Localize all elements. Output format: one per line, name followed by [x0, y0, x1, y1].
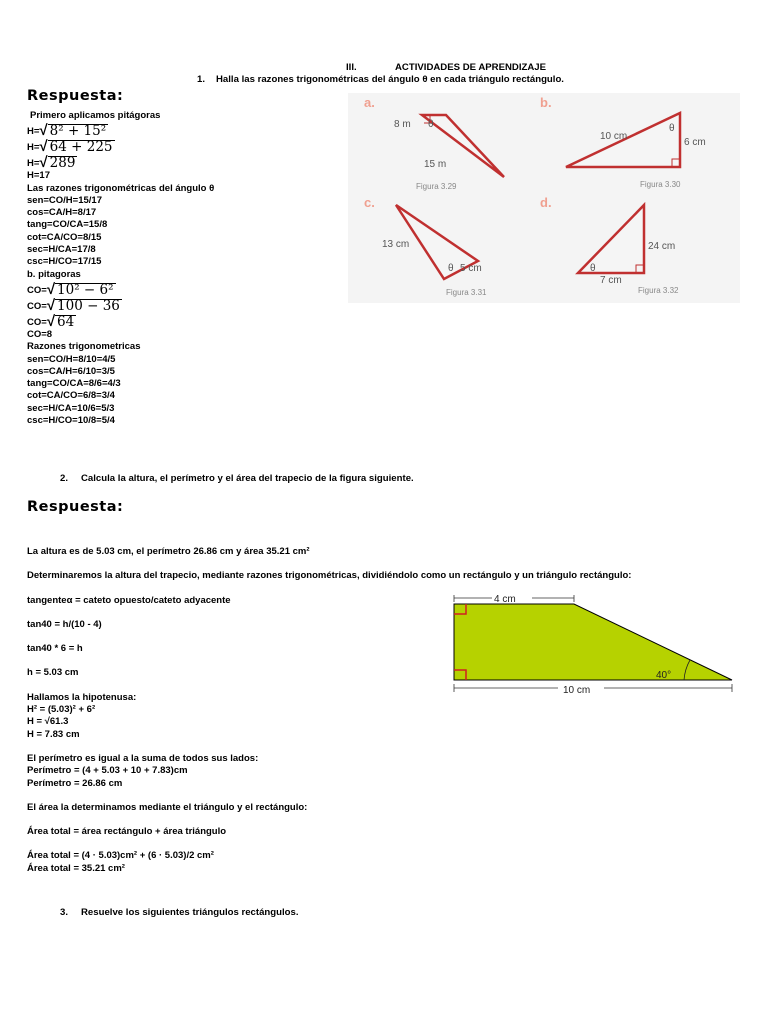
- respuesta-label-2: Respuesta:: [27, 499, 124, 515]
- trap-angle-label: 40°: [656, 670, 672, 681]
- fig-d-label-1: 24 cm: [648, 241, 676, 252]
- fig-b-letter: b.: [540, 95, 552, 110]
- q1-text: Halla las razones trigonométricas del ángulo θ en cada triángulo rectángulo.: [216, 74, 564, 85]
- razon-line: tang=CO/CA=15/8: [27, 219, 108, 231]
- answer-1: [27, 110, 347, 427]
- b-title: b. pitagoras: [27, 268, 81, 280]
- r2-per-line: Perímetro = (4 + 5.03 + 10 + 7.83)cm: [27, 765, 188, 777]
- r2-summary: La altura es de 5.03 cm, el perímetro 26.86 cm y área 35.21 cm²: [27, 546, 310, 557]
- razon-line: cot=CA/CO=8/15: [27, 231, 102, 243]
- fig-b-caption: Figura 3.30: [640, 180, 681, 189]
- fig-c-label-1: 13 cm: [382, 239, 410, 250]
- q1-number: 1.: [197, 74, 206, 85]
- r2-tangent-def: tangenteα = cateto opuesto/cateto adyacente: [27, 594, 231, 606]
- razones-b-list: [27, 354, 347, 428]
- fig-c-caption: Figura 3.31: [446, 288, 487, 297]
- fig-b-label-1: 10 cm: [600, 131, 628, 142]
- r2-area-line: Área total = 35.21 cm²: [27, 862, 125, 874]
- r2-area-def: Área total = área rectángulo + área triángulo: [27, 826, 227, 838]
- fig-d-label-2: 7 cm: [600, 275, 622, 286]
- fig-c-theta: θ: [448, 263, 454, 274]
- razon-line: cot=CA/CO=6/8=3/4: [27, 390, 115, 402]
- r2-hyp-line: H² = (5.03)² + 6²: [27, 704, 96, 716]
- razon-line: csc=H/CO=10/8=5/4: [27, 415, 115, 427]
- trap-bottom-label: 10 cm: [563, 685, 591, 696]
- triangles-figure: [348, 93, 740, 303]
- r2-tan-eq2: tan40 * 6 = h: [27, 643, 83, 655]
- fig-b-label-2: 6 cm: [684, 137, 706, 148]
- fig-a-label-1: 8 m: [394, 119, 411, 130]
- fig-a-label-2: 15 m: [424, 159, 447, 170]
- fig-d-letter: d.: [540, 195, 552, 210]
- fig-a-theta: θ: [428, 119, 434, 130]
- trap-top-label: 4 cm: [494, 594, 516, 605]
- h-radical-3: H= √ 289: [27, 154, 76, 172]
- r2-area-line: Área total = (4 · 5.03)cm² + (6 · 5.03)/2 cm²: [27, 850, 214, 862]
- q2-text: Calcula la altura, el perímetro y el área del trapecio de la figura siguiente.: [81, 473, 414, 484]
- razones-a-list: [27, 195, 347, 269]
- h-radical-2: H= √ 64 + 225: [27, 138, 113, 156]
- fig-a-caption: Figura 3.29: [416, 182, 457, 191]
- razones-title: Las razones trigonométricas del ángulo θ: [27, 182, 215, 194]
- razon-line: sec=H/CA=10/6=5/3: [27, 402, 115, 414]
- razon-line: sen=CO/H=8/10=4/5: [27, 353, 116, 365]
- fig-d-caption: Figura 3.32: [638, 286, 679, 295]
- razon-line: cos=CA/H=6/10=3/5: [27, 365, 115, 377]
- fig-d-theta: θ: [590, 263, 596, 274]
- pitagoras-intro: Primero aplicamos pitágoras: [30, 110, 161, 121]
- trapezoid-figure: [408, 592, 738, 700]
- r2-tan-eq: tan40 = h/(10 - 4): [27, 618, 102, 630]
- q2-number: 2.: [60, 473, 69, 484]
- r2-h-val: h = 5.03 cm: [27, 667, 79, 679]
- r2-hyp-line: H = 7.83 cm: [27, 728, 80, 740]
- respuesta-label-1: Respuesta:: [27, 88, 124, 104]
- razon-line: sen=CO/H=15/17: [27, 194, 102, 206]
- section-title: ACTIVIDADES DE APRENDIZAJE: [395, 62, 547, 73]
- q3-number: 3.: [60, 907, 69, 918]
- r2-per-line: Perímetro = 26.86 cm: [27, 777, 123, 789]
- r2-hyp-title: Hallamos la hipotenusa:: [27, 691, 137, 703]
- h-radical-1: H= √ 8² + 15²: [27, 122, 107, 140]
- fig-c-label-2: 5 cm: [460, 263, 482, 274]
- fig-a-letter: a.: [364, 95, 375, 110]
- fig-c-letter: c.: [364, 195, 375, 210]
- co-radical-2: CO= √ 100 − 36: [27, 296, 120, 314]
- razon-line: sec=H/CA=17/8: [27, 244, 96, 256]
- section-roman: III.: [346, 62, 357, 73]
- r2-per-title: El perímetro es igual a la suma de todos sus lados:: [27, 752, 259, 764]
- q3-text: Resuelve los siguientes triángulos rectángulos.: [81, 907, 299, 918]
- r2-hyp-line: H = √61.3: [27, 716, 69, 728]
- co-radical-1: CO= √ 10² − 6²: [27, 280, 114, 298]
- r2-area-title: El área la determinamos mediante el triángulo y el rectángulo:: [27, 801, 308, 813]
- razon-line: tang=CO/CA=8/6=4/3: [27, 378, 121, 390]
- co-result: CO=8: [27, 328, 53, 340]
- h-result: H=17: [27, 170, 50, 182]
- co-radical-3: CO= √ 64: [27, 312, 75, 330]
- r2-method: Determinaremos la altura del trapecio, mediante razones trigonométricas, dividiéndolo como un rectángulo y un triángulo rectángulo:: [27, 570, 632, 582]
- razon-line: csc=H/CO=17/15: [27, 256, 102, 268]
- fig-b-theta: θ: [669, 123, 675, 134]
- razon-line: cos=CA/H=8/17: [27, 207, 97, 219]
- razones-b-title: Razones trigonometricas: [27, 341, 141, 353]
